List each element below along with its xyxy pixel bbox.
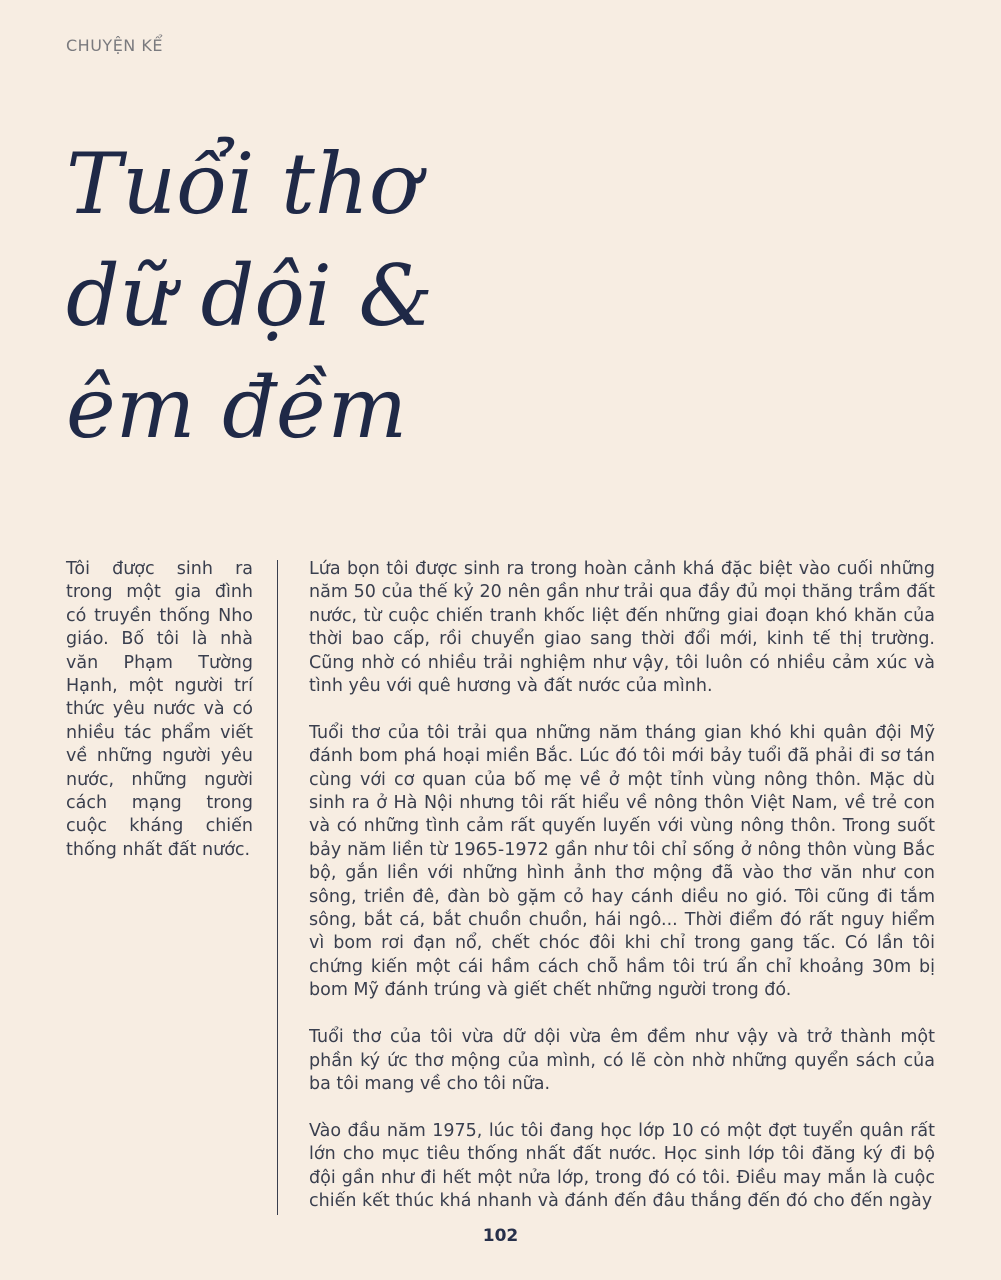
- article-paragraph-4: Vào đầu năm 1975, lúc tôi đang học lớp 10 có một đợt tuyển quân rất lớn cho mục tiêu thống nhất đất nước. Học sinh lớp tôi đăng ký đi bộ đội gần như đi hết một nửa lớp, trong đó có tôi. Điều may mắn là cuộc chiến kết thúc khá nhanh và đánh đến đâu thắng đến đó cho đến ngày: [309, 1120, 935, 1211]
- article-title: [66, 128, 586, 464]
- article-paragraph-3: Tuổi thơ của tôi vừa dữ dội vừa êm đềm như vậy và trở thành một phần ký ức thơ mộng của mình, có lẽ còn nhờ những quyển sách của ba tôi mang về cho tôi nữa.: [309, 1027, 935, 1094]
- section-label: CHUYỆN KỂ: [66, 36, 163, 55]
- article-body: [309, 558, 935, 1218]
- article-paragraph-1: Lứa bọn tôi được sinh ra trong hoàn cảnh khá đặc biệt vào cuối những năm 50 của thế kỷ 20 nên gần như trải qua đầy đủ mọi thăng trầm đất nước, từ cuộc chiến tranh khốc liệt đến những giai đoạn khó khăn của thời bao cấp, rồi chuyển giao sang thời đổi mới, kinh tế thị trường. Cũng nhờ có nhiều trải nghiệm như vậy, tôi luôn có nhiều cảm xúc và tình yêu với quê hương và đất nước của mình.: [309, 559, 935, 697]
- article-paragraph-2: Tuổi thơ của tôi trải qua những năm tháng gian khó khi quân đội Mỹ đánh bom phá hoại miền Bắc. Lúc đó tôi mới bảy tuổi đã phải đi sơ tán cùng với cơ quan của bố mẹ về ở một tỉnh vùng nông thôn. Mặc dù sinh ra ở Hà Nội nhưng tôi rất hiểu về nông thôn Việt Nam, về trẻ con và có những tình cảm rất quyến luyến với vùng nông thôn. Trong suốt bảy năm liền từ 1965-1972 gần như tôi chỉ sống ở nông thôn vùng Bắc bộ, gắn liền với những hình ảnh thơ mộng đã vào thơ văn như con sông, triền đê, đàn bò gặm cỏ hay cánh diều no gió. Tôi cũng đi tắm sông, bắt cá, bắt chuồn chuồn, hái ngô... Thời điểm đó rất nguy hiểm vì bom rơi đạn nổ, chết chóc đôi khi chỉ trong gang tấc. Có lần tôi chứng kiến một cái hầm cách chỗ hầm tôi trú ẩn chỉ khoảng 30m bị bom Mỹ đánh trúng và giết chết những người trong đó.: [309, 722, 935, 1001]
- sidebar-intro-text: Tôi được sinh ra trong một gia đình có truyền thống Nho giáo. Bố tôi là nhà văn Phạm Tường Hạnh, một người trí thức yêu nước và có nhiều tác phẩm viết về những người yêu nước, những người cách mạng trong cuộc kháng chiến thống nhất đất nước.: [66, 559, 253, 860]
- column-divider: [277, 560, 278, 1215]
- title-line-3: êm đềm: [66, 359, 408, 457]
- title-line-1: Tuổi thơ: [66, 135, 420, 233]
- title-line-2: dữ dội &: [66, 247, 434, 345]
- page-number: 102: [482, 1226, 519, 1246]
